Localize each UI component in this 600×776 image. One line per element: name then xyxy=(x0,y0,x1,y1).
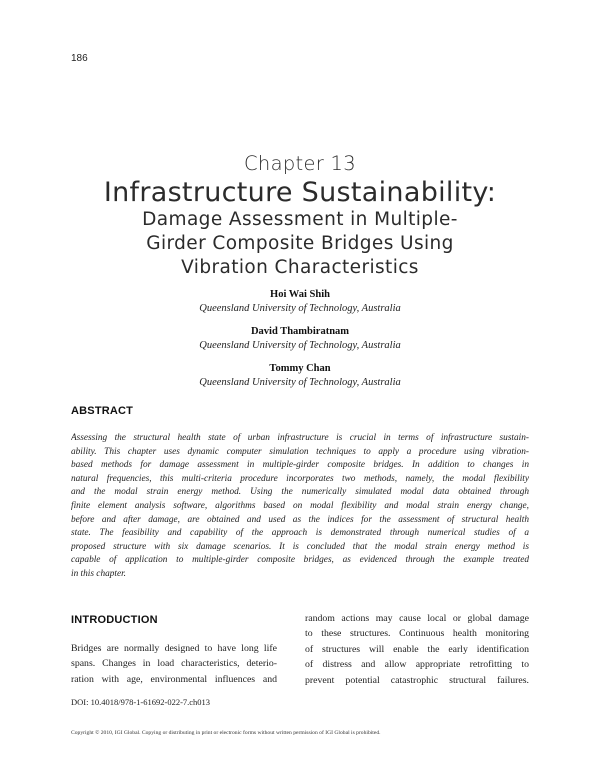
abstract-line: ability. This chapter uses dynamic computer simulation techniques to apply a procedure using vibration- xyxy=(71,446,529,457)
subtitle-line: Vibration Characteristics xyxy=(181,257,419,278)
abstract-body xyxy=(71,432,529,582)
intro-line: prevent potential catastrophic structural failures. xyxy=(305,674,529,686)
intro-line: Bridges are normally designed to have long life xyxy=(71,643,277,654)
abstract-line: and the modal strain energy method. Using the numerically simulated modal data obtained through xyxy=(71,487,529,498)
intro-line: ration with age, environmental influences and xyxy=(71,673,277,685)
author-affiliation: Queensland University of Technology, Australia xyxy=(199,303,401,314)
intro-line: of structures will enable the early identification xyxy=(305,643,529,655)
page-number: 186 xyxy=(71,53,88,64)
abstract-line: natural frequencies, this multi-criteria procedure incorporates two methods, namely, the modal flexibility xyxy=(71,473,529,484)
doi: DOI: 10.4018/978-1-61692-022-7.ch013 xyxy=(71,697,211,707)
abstract-line: finite element analysis software, algorithms based on modal flexibility and modal strain energy change, xyxy=(71,500,529,511)
intro-line: spans. Changes in load characteristics, deterio- xyxy=(71,658,277,670)
abstract-line: in this chapter. xyxy=(71,568,127,579)
author-name: Tommy Chan xyxy=(269,363,331,374)
author-block xyxy=(0,288,600,316)
author-affiliation: Queensland University of Technology, Australia xyxy=(199,377,401,388)
author-block xyxy=(0,325,600,353)
intro-left-column xyxy=(71,641,277,687)
chapter-title: Infrastructure Sustainability: xyxy=(103,177,497,208)
abstract-heading: ABSTRACT xyxy=(71,405,134,417)
author-affiliation: Queensland University of Technology, Australia xyxy=(199,340,401,351)
author-block xyxy=(0,362,600,390)
abstract-line: based methods for damage assessment in multiple-girder composite bridges. In addition to changes in xyxy=(71,460,529,471)
abstract-line: capable of application to multiple-girder composite bridges, as evidenced through the example treated xyxy=(71,555,529,566)
subtitle-line: Damage Assessment in Multiple- xyxy=(142,209,458,230)
introduction-heading: INTRODUCTION xyxy=(71,614,158,626)
abstract-line: Assessing the structural health state of urban infrastructure is crucial in terms of infrastructure sustain- xyxy=(71,433,529,443)
intro-line: to these structures. Continuous health monitoring xyxy=(305,628,529,640)
copyright-notice: Copyright © 2010, IGI Global. Copying or distributing in print or electronic forms without written permission of IGI Global is prohibited. xyxy=(71,730,381,736)
author-name: Hoi Wai Shih xyxy=(270,289,330,300)
abstract-line: proposed structure with six damage scenarios. It is concluded that the modal strain energy method is xyxy=(71,541,529,552)
intro-line: of distress and allow appropriate retrofitting to xyxy=(305,659,529,671)
chapter-label: Chapter 13 xyxy=(244,152,356,175)
subtitle-line: Girder Composite Bridges Using xyxy=(146,233,454,254)
intro-right-column xyxy=(305,611,529,688)
chapter-subtitle xyxy=(0,208,600,280)
intro-line: random actions may cause local or global damage xyxy=(305,613,529,624)
author-name: David Thambiratnam xyxy=(250,326,350,337)
abstract-line: before and after damage, are obtained and used as the indices for the assessment of structural health xyxy=(71,514,529,525)
abstract-line: state. The feasibility and capability of the approach is demonstrated through numerical studies of a xyxy=(71,528,529,539)
